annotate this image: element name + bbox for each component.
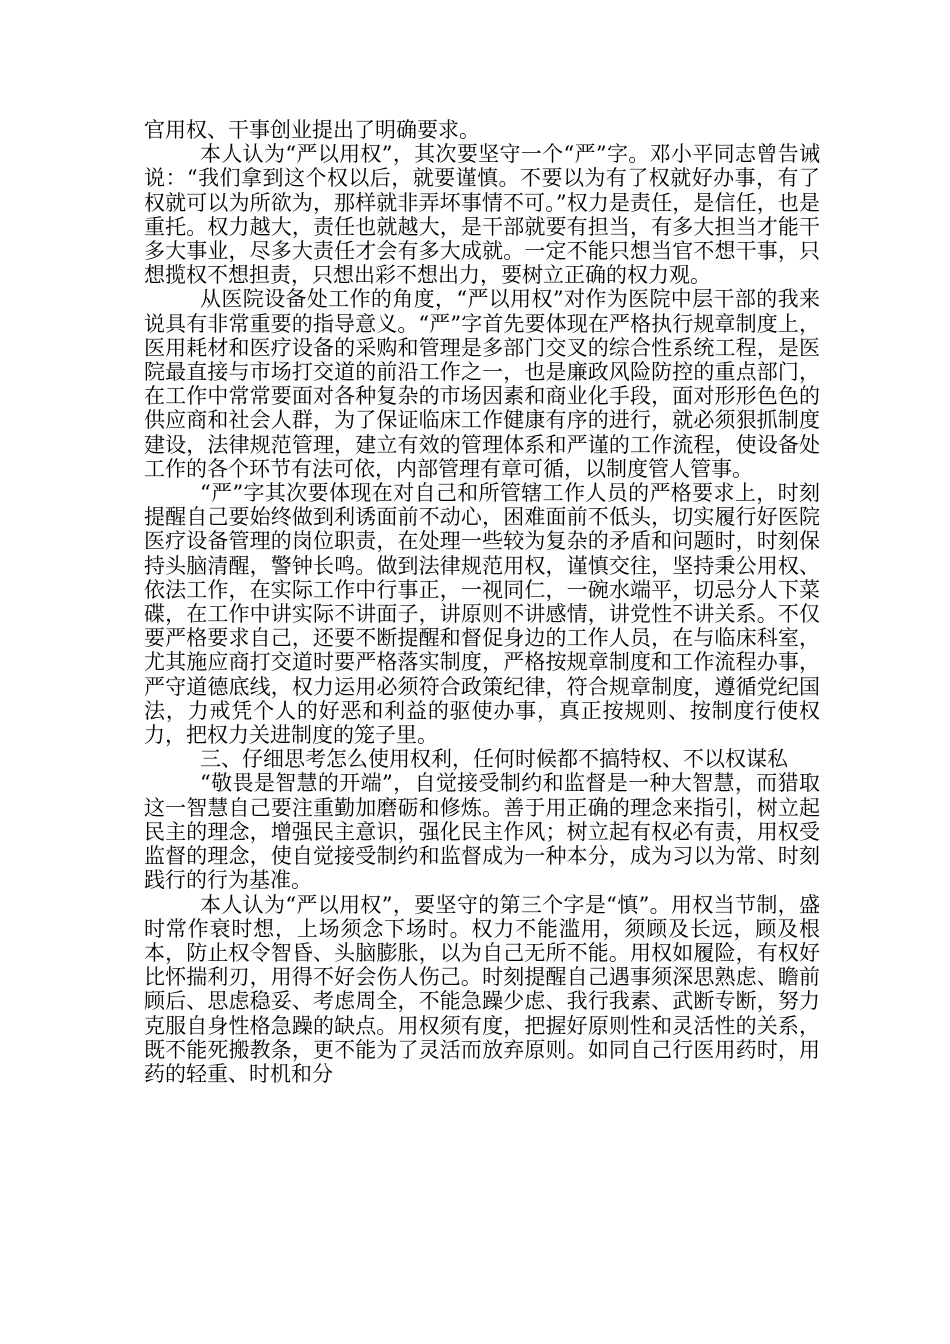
paragraph-2: 本人认为“严以用权”，其次要坚守一个“严”字。邓小平同志曾告诫说：“我们拿到这个权以后，就要谨慎。不要以为有了权就好办事，有了权就可以为所欲为，那样就非弄坏事情不可。”权力是责任，是信任，也是重托。权力越大，责任也就越大，是干部就要有担当，有多大担当才能干多大事业，尽多大责任才会有多大成就。一定不能只想当官不想干事，只想揽权不想担责，只想出彩不想出力，要树立正确的权力观。 [144, 142, 820, 288]
section-heading-3: 三、仔细思考怎么使用权利，任何时候都不搞特权、不以权谋私 [200, 747, 788, 772]
paragraph-5: “敬畏是智慧的开端”，自觉接受制约和监督是一种大智慧，而猎取这一智慧自己要注重勤加磨砺和修炼。善于用正确的理念来指引，树立起民主的理念，增强民主意识，强化民主作风；树立起有权必有责，用权受监督的理念，使自觉接受制约和监督成为一种本分，成为习以为常、时刻践行的行为基准。 [144, 771, 820, 893]
paragraph-6: 本人认为“严以用权”，要坚守的第三个字是“慎”。用权当节制，盛时常作衰时想，上场须念下场时。权力不能滥用，须顾及长远，顾及根本，防止权令智昏、头脑膨胀，以为自己无所不能。用权如履险，有权好比怀揣利刃，用得不好会伤人伤己。时刻提醒自己遇事须深思熟虑、瞻前顾后、思虑稳妥、考虑周全，不能急躁少虑、我行我素、武断专断，努力克服自身性格急躁的缺点。用权须有度，把握好原则性和灵活性的关系，既不能死搬教条，更不能为了灵活而放弃原则。如同自己行医用药时，用药的轻重、时机和分 [144, 892, 820, 1086]
paragraph-4: “严”字其次要体现在对自己和所管辖工作人员的严格要求上，时刻提醒自己要始终做到利诱面前不动心，困难面前不低头，切实履行好医院医疗设备管理的岗位职责，在处理一些较为复杂的矛盾和问题时，时刻保持头脑清醒，警钟长鸣。做到法律规范用权，谨慎交往，坚持秉公用权、依法工作，在实际工作中行事正，一视同仁，一碗水端平，切忌分人下菜碟，在工作中讲实际不讲面子，讲原则不讲感情，讲党性不讲关系。不仅要严格要求自己，还要不断提醒和督促身边的工作人员，在与临床科室，尤其施应商打交道时要严格落实制度，严格按规章制度和工作流程办事，严守道德底线，权力运用必须符合政策纪律，符合规章制度，遵循党纪国法，力戒凭个人的好恶和利益的驱使办事，真正按规则、按制度行使权力，把权力关进制度的笼子里。 [144, 481, 820, 748]
document-body [144, 118, 820, 1086]
paragraph-1: 官用权、干事创业提出了明确要求。 [144, 118, 480, 142]
paragraph-3: 从医院设备处工作的角度，“严以用权”对作为医院中层干部的我来说具有非常重要的指导意义。“严”字首先要体现在严格执行规章制度上，医用耗材和医疗设备的采购和管理是多部门交叉的综合性系统工程，是医院最直接与市场打交道的前沿工作之一，也是廉政风险防控的重点部门，在工作中常常要面对各种复杂的市场因素和商业化手段，面对形形色色的供应商和社会人群，为了保证临床工作健康有序的进行，就必须狠抓制度建设，法律规范管理，建立有效的管理体系和严谨的工作流程，使设备处工作的各个环节有法可依，内部管理有章可循，以制度管人管事。 [144, 287, 820, 481]
